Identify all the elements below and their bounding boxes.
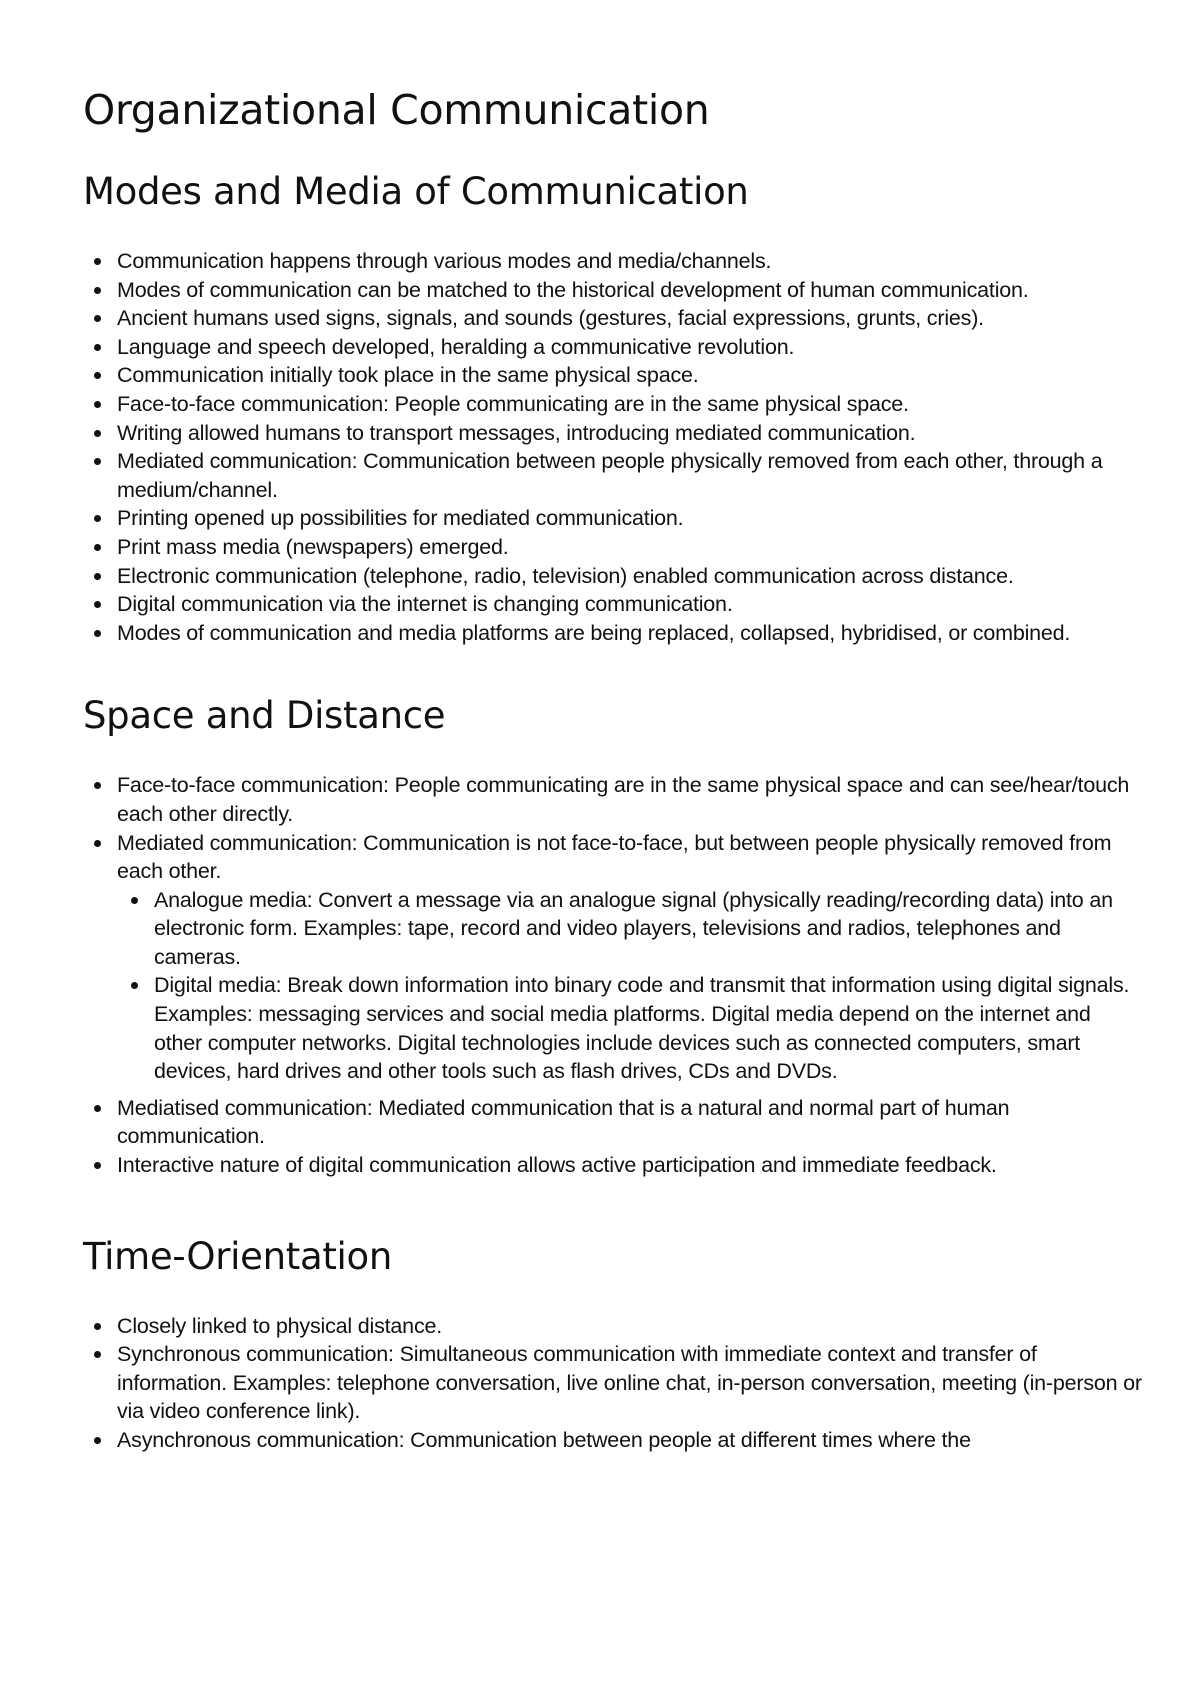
list-item: Face-to-face communication: People communicating are in the same physical space. — [117, 390, 1143, 419]
list-item: Ancient humans used signs, signals, and sounds (gestures, facial expressions, grunts, cries). — [117, 304, 1143, 333]
bullet-list — [83, 771, 1143, 1179]
list-item-text: Mediated communication: Communication is not face-to-face, but between people physically removed from each other. — [117, 830, 1112, 884]
section-time-orientation — [83, 1232, 1143, 1455]
list-item: Printing opened up possibilities for mediated communication. — [117, 504, 1143, 533]
list-item: Closely linked to physical distance. — [117, 1312, 1143, 1341]
list-item: Interactive nature of digital communication allows active participation and immediate feedback. — [117, 1151, 1143, 1180]
list-item: Mediatised communication: Mediated communication that is a natural and normal part of human communication. — [117, 1094, 1143, 1151]
section-modes-and-media — [83, 167, 1143, 647]
list-item: Print mass media (newspapers) emerged. — [117, 533, 1143, 562]
document-page — [83, 80, 1143, 1455]
list-item: Electronic communication (telephone, radio, television) enabled communication across distance. — [117, 562, 1143, 591]
list-item-with-sublist — [117, 829, 1143, 1086]
bullet-list — [83, 1312, 1143, 1455]
list-item: Language and speech developed, heralding a communicative revolution. — [117, 333, 1143, 362]
document-title: Organizational Communication — [83, 86, 710, 134]
sub-list-item: Analogue media: Convert a message via an analogue signal (physically reading/recording data) into an electronic form. Examples: tape, record and video players, televisions and radios, telephones and cameras. — [154, 886, 1143, 972]
section-heading: Modes and Media of Communication — [83, 170, 749, 213]
list-item: Communication happens through various modes and media/channels. — [117, 247, 1143, 276]
list-item: Mediated communication: Communication between people physically removed from each other, through a medium/channel. — [117, 447, 1143, 504]
bullet-list — [83, 247, 1143, 647]
list-item: Modes of communication and media platforms are being replaced, collapsed, hybridised, or combined. — [117, 619, 1143, 648]
list-item: Asynchronous communication: Communication between people at different times where the — [117, 1426, 1143, 1455]
list-item: Writing allowed humans to transport messages, introducing mediated communication. — [117, 419, 1143, 448]
list-item: Digital communication via the internet is changing communication. — [117, 590, 1143, 619]
list-item: Synchronous communication: Simultaneous communication with immediate context and transfer of information. Examples: telephone conversation, live online chat, in-person conversation, meeting (in-person or via video conference link). — [117, 1340, 1143, 1426]
list-item: Communication initially took place in the same physical space. — [117, 361, 1143, 390]
section-heading: Time-Orientation — [83, 1234, 393, 1278]
list-item: Modes of communication can be matched to the historical development of human communication. — [117, 276, 1143, 305]
section-heading: Space and Distance — [83, 694, 446, 738]
sub-bullet-list — [117, 886, 1143, 1086]
list-item: Face-to-face communication: People communicating are in the same physical space and can see/hear/touch each other directly. — [117, 771, 1143, 828]
section-space-and-distance — [83, 691, 1143, 1179]
sub-list-item: Digital media: Break down information into binary code and transmit that information using digital signals. Examples: messaging services and social media platforms. Digital media depend on the internet and other computer networks. Digital technologies include devices such as connected computers, smart devices, hard drives and other tools such as flash drives, CDs and DVDs. — [154, 971, 1143, 1085]
